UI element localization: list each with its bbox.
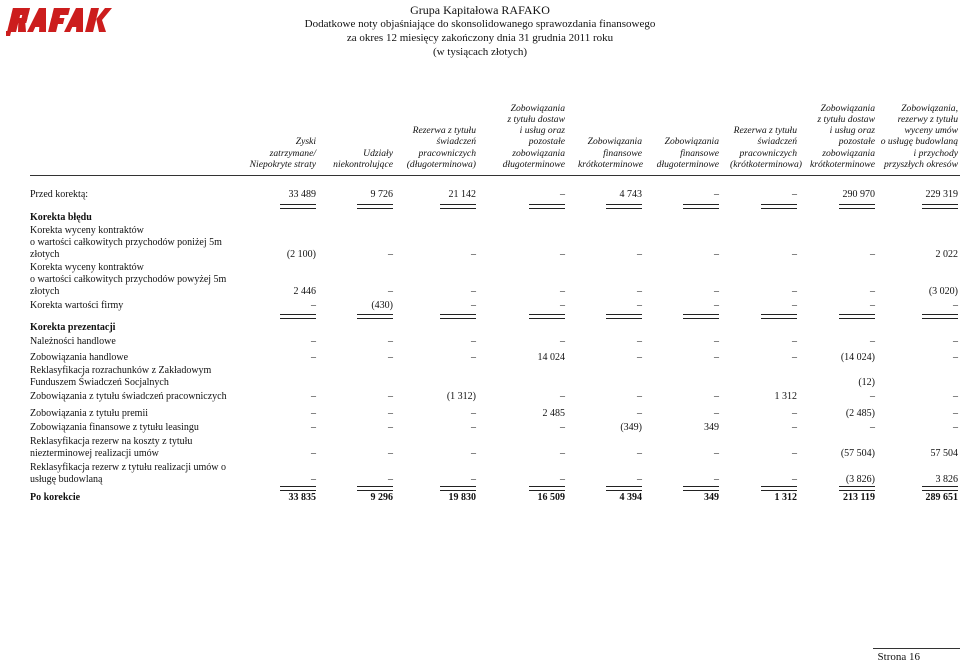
table-cell: (349)	[620, 422, 642, 433]
table-cell: –	[953, 408, 958, 419]
table-cell: –	[471, 408, 476, 419]
table-cell: (430)	[371, 300, 393, 311]
table-cell: –	[311, 352, 316, 363]
table-cell: –	[637, 286, 642, 298]
row-label: Przed korektą:	[30, 189, 89, 200]
column-header-1: Zyski zatrzymane/ Niepokryte straty	[249, 136, 316, 170]
table-cell: –	[311, 422, 316, 433]
table-cell: –	[637, 249, 642, 261]
table-cell: 349	[704, 422, 719, 433]
double-underline	[440, 314, 476, 319]
table-cell: –	[714, 286, 719, 298]
table-cell: –	[471, 448, 476, 460]
table-cell: –	[388, 391, 393, 402]
table-cell: 9 726	[370, 189, 393, 200]
table-cell: –	[953, 422, 958, 433]
double-underline	[280, 314, 316, 319]
double-underline	[440, 486, 476, 491]
double-underline	[606, 314, 642, 319]
table-cell: (14 024)	[840, 352, 875, 363]
double-underline	[357, 486, 393, 491]
double-underline	[922, 204, 958, 209]
table-cell: (2 485)	[845, 408, 875, 419]
table-cell: 290 970	[842, 189, 875, 200]
table-cell: –	[471, 286, 476, 298]
table-cell: –	[792, 286, 797, 298]
table-cell: 2 022	[935, 249, 958, 261]
table-cell: –	[311, 300, 316, 311]
double-underline	[606, 486, 642, 491]
row-label: Zobowiązania z tytułu premii	[30, 408, 149, 419]
table-cell: –	[388, 448, 393, 460]
column-header-6: Zobowiązania finansowe długoterminowe	[656, 136, 719, 170]
double-underline	[280, 486, 316, 491]
table-cell: 4 394	[619, 492, 642, 503]
table-cell: –	[870, 249, 875, 261]
column-header-2: Udziały niekontrolujące	[333, 147, 393, 170]
table-cell: –	[471, 300, 476, 311]
double-underline	[529, 204, 565, 209]
table-cell: –	[311, 391, 316, 402]
column-header-3: Rezerwa z tytułu świadczeń pracowniczych (długoterminowa)	[406, 125, 476, 170]
table-cell: 2 485	[542, 408, 565, 419]
table-cell: 33 489	[288, 189, 316, 200]
column-header-9: Zobowiązania, rezerwy z tytułu wyceny umów o usługę budowlaną i przychody przyszłych okresów	[880, 102, 958, 170]
table-cell: –	[870, 391, 875, 402]
double-underline	[683, 204, 719, 209]
table-cell: –	[637, 448, 642, 460]
row-label: Korekta wyceny kontraktów o wartości całkowitych przychodów poniżej 5m złotych	[30, 225, 222, 261]
table-cell: (12)	[858, 377, 875, 389]
row-label: Korekta błędu	[30, 212, 92, 223]
table-cell: 14 024	[537, 352, 565, 363]
double-underline	[839, 486, 875, 491]
table-cell: 229 319	[925, 189, 958, 200]
double-underline	[683, 314, 719, 319]
table-cell: 57 504	[930, 448, 958, 460]
table-cell: –	[560, 249, 565, 261]
table-cell: –	[637, 336, 642, 347]
table-cell: 21 142	[448, 189, 476, 200]
table-cell: –	[388, 249, 393, 261]
table-cell: –	[714, 189, 719, 200]
table-cell: –	[388, 336, 393, 347]
row-label: Zobowiązania z tytułu świadczeń pracowniczych	[30, 391, 227, 402]
table-cell: –	[953, 336, 958, 347]
table-cell: (2 100)	[286, 249, 316, 261]
table-cell: –	[792, 422, 797, 433]
table-cell: –	[792, 249, 797, 261]
table-cell: –	[637, 352, 642, 363]
table-cell: –	[870, 300, 875, 311]
double-underline	[440, 204, 476, 209]
row-label: Korekta wartości firmy	[30, 300, 124, 311]
table-cell: 289 651	[925, 492, 958, 503]
row-label: Korekta wyceny kontraktów o wartości całkowitych przychodów powyżej 5m złotych	[30, 262, 227, 298]
table-cell: –	[870, 336, 875, 347]
table-cell: –	[388, 286, 393, 298]
column-header-8: Zobowiązania z tytułu dostaw i usług oraz pozostałe zobowiązania krótkoterminowe	[809, 102, 875, 170]
double-underline	[357, 314, 393, 319]
table-cell: 3 826	[935, 474, 958, 486]
double-underline	[529, 486, 565, 491]
table-cell: –	[870, 422, 875, 433]
table-cell: –	[471, 336, 476, 347]
table-cell: –	[953, 300, 958, 311]
table-cell: –	[714, 474, 719, 486]
table-cell: –	[560, 474, 565, 486]
table-cell: –	[714, 391, 719, 402]
table-cell: –	[637, 474, 642, 486]
footer-rule	[873, 648, 960, 649]
table-cell: –	[388, 408, 393, 419]
row-label: Po korekcie	[30, 492, 81, 503]
table-cell: –	[560, 286, 565, 298]
table-cell: –	[714, 300, 719, 311]
header-line-2: Dodatkowe noty objaśniające do skonsolidowanego sprawozdania finansowego	[304, 18, 656, 30]
header-rule	[30, 175, 960, 176]
table-cell: –	[560, 189, 565, 200]
table-cell: –	[560, 336, 565, 347]
table-cell: –	[560, 422, 565, 433]
page-number: Strona 16	[877, 651, 920, 663]
row-label: Należności handlowe	[30, 336, 116, 347]
table-cell: –	[792, 408, 797, 419]
table-cell: –	[714, 352, 719, 363]
table-cell: 9 296	[370, 492, 393, 503]
table-cell: –	[792, 300, 797, 311]
table-cell: –	[714, 408, 719, 419]
table-cell: –	[637, 408, 642, 419]
table-cell: –	[388, 474, 393, 486]
header-line-3: za okres 12 miesięcy zakończony dnia 31 grudnia 2011 roku	[346, 32, 614, 44]
table-cell: –	[792, 189, 797, 200]
table-cell: –	[870, 286, 875, 298]
table-cell: –	[637, 391, 642, 402]
table-cell: –	[311, 474, 316, 486]
row-label: Korekta prezentacji	[30, 322, 116, 333]
double-underline	[839, 204, 875, 209]
table-cell: (1 312)	[446, 391, 476, 402]
table-cell: (57 504)	[840, 448, 875, 460]
table-cell: –	[471, 422, 476, 433]
table-cell: –	[311, 408, 316, 419]
table-cell: 19 830	[448, 492, 476, 503]
double-underline	[357, 204, 393, 209]
table-cell: –	[637, 300, 642, 311]
row-label: Reklasyfikacja rezerw z tytułu realizacji umów o usługę budowlaną	[30, 462, 227, 486]
table-cell: –	[560, 391, 565, 402]
double-underline	[761, 486, 797, 491]
table-cell: –	[792, 474, 797, 486]
table-cell: –	[471, 474, 476, 486]
table-cell: –	[471, 352, 476, 363]
row-label: Reklasyfikacja rezerw na koszty z tytułu niezterminowej realizacji umów	[30, 436, 193, 460]
table-cell: –	[560, 300, 565, 311]
table-cell: –	[560, 448, 565, 460]
table-cell: 1 312	[774, 492, 797, 503]
table-cell: –	[953, 352, 958, 363]
table-cell: 213 119	[843, 492, 875, 503]
double-underline	[922, 314, 958, 319]
table-cell: –	[388, 422, 393, 433]
table-cell: –	[792, 352, 797, 363]
column-header-7: Rezerwa z tytułu świadczeń pracowniczych (krótkoterminowa)	[730, 125, 802, 170]
double-underline	[761, 314, 797, 319]
table-cell: –	[714, 249, 719, 261]
table-cell: (3 826)	[845, 474, 875, 486]
table-cell: (3 020)	[928, 286, 958, 298]
table-cell: –	[471, 249, 476, 261]
double-underline	[606, 204, 642, 209]
table-cell: 2 446	[293, 286, 316, 298]
double-underline	[922, 486, 958, 491]
double-underline	[683, 486, 719, 491]
table-cell: –	[792, 448, 797, 460]
row-label: Zobowiązania finansowe z tytułu leasingu	[30, 422, 199, 433]
table-cell: –	[953, 391, 958, 402]
company-name: Grupa Kapitałowa RAFAKO	[410, 3, 550, 17]
table-cell: 1 312	[774, 391, 797, 402]
table-cell: –	[388, 352, 393, 363]
table-cell: 16 509	[537, 492, 565, 503]
table-cell: –	[792, 336, 797, 347]
row-label: Reklasyfikacja rozrachunków z Zakładowym Funduszem Świadczeń Socjalnych	[30, 365, 212, 389]
header-line-4: (w tysiącach złotych)	[432, 46, 528, 58]
table-cell: 349	[704, 492, 719, 503]
column-header-5: Zobowiązania finansowe krótkoterminowe	[578, 136, 644, 170]
column-header-4: Zobowiązania z tytułu dostaw i usług oraz pozostałe zobowiązania długoterminowe	[502, 102, 565, 170]
table-cell: –	[311, 336, 316, 347]
double-underline	[280, 204, 316, 209]
row-label: Zobowiązania handlowe	[30, 352, 129, 363]
table-cell: 4 743	[619, 189, 642, 200]
rafako-logo	[6, 4, 116, 36]
double-underline	[529, 314, 565, 319]
double-underline	[761, 204, 797, 209]
table-cell: –	[311, 448, 316, 460]
table-cell: –	[714, 336, 719, 347]
double-underline	[839, 314, 875, 319]
document-header	[200, 3, 760, 59]
table-cell: 33 835	[288, 492, 316, 503]
table-cell: –	[714, 448, 719, 460]
